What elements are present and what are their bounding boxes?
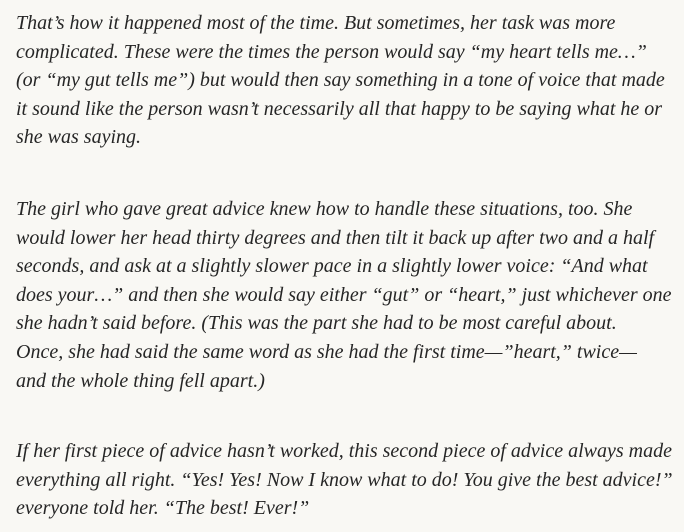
text-line: Once, she had said the same word as she had the first time—”heart,” twice— [16, 340, 637, 363]
text-line: That’s how it happened most of the time. But sometimes, her task was more [16, 12, 616, 34]
text-line: seconds, and ask at a slightly slower pace in a slightly lower voice: “And what [16, 255, 648, 278]
paragraph-2 [16, 195, 672, 395]
text-line: she was saying. [16, 126, 141, 149]
text-line: (or “my gut tells me”) but would then say something in a tone of voice that made [16, 69, 665, 92]
text-line: would lower her head thirty degrees and then tilt it back up after two and a half [16, 226, 655, 249]
text-line: everyone told her. “The best! Ever!” [16, 497, 310, 520]
text-line: does your…” and then she would say either “gut” or “heart,” just whichever one [16, 283, 672, 306]
text-line: and the whole thing fell apart.) [16, 369, 265, 392]
paragraph-1 [16, 9, 666, 152]
text-line: complicated. These were the times the person would say “my heart tells me…” [16, 40, 647, 63]
text-line: everything all right. “Yes! Yes! Now I know what to do! You give the best advice!” [16, 468, 673, 491]
text-line: it sound like the person wasn’t necessarily all that happy to be saying what he or [16, 97, 663, 120]
paragraph-3 [16, 437, 673, 523]
text-line: If her first piece of advice hasn’t worked, this second piece of advice always made [16, 440, 672, 462]
text-line: she hadn’t said before. (This was the part she had to be most careful about. [16, 312, 617, 335]
text-line: The girl who gave great advice knew how to handle these situations, too. She [16, 198, 633, 220]
